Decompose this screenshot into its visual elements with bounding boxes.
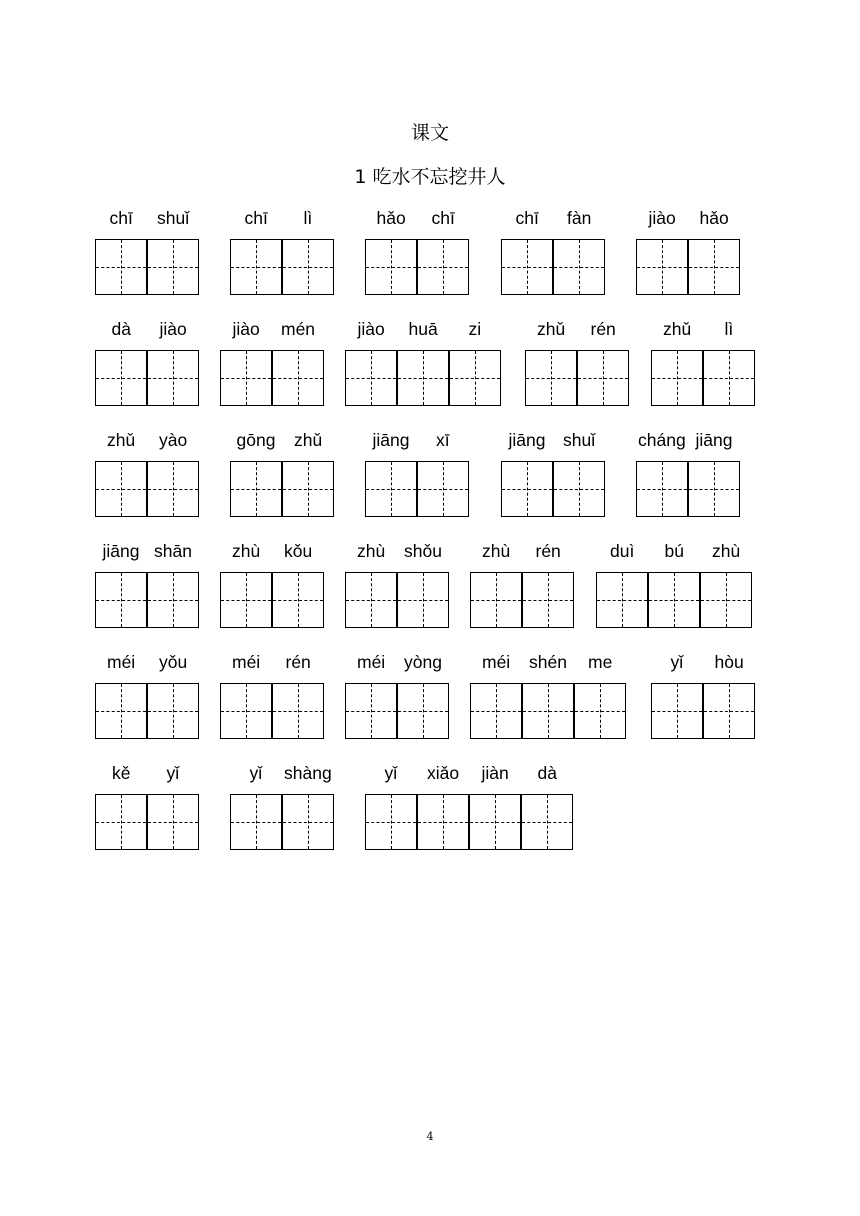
writing-cell[interactable] — [282, 794, 334, 850]
writing-cell[interactable] — [577, 350, 629, 406]
pinyin-syllable: yǐ — [166, 763, 180, 783]
pinyin-syllable: zhǔ — [663, 319, 692, 339]
pinyin-syllable: chī — [109, 208, 133, 228]
pinyin-syllable: zhù — [482, 541, 511, 561]
pinyin-syllable: jiào — [159, 319, 187, 339]
writing-cell[interactable] — [95, 794, 147, 850]
pinyin-syllable: xī — [436, 430, 450, 450]
pinyin-syllable: méi — [482, 652, 511, 672]
writing-cell[interactable] — [651, 350, 703, 406]
writing-cell[interactable] — [365, 794, 417, 850]
pinyin-syllable: duì — [610, 541, 635, 561]
pinyin-syllable: chī — [515, 208, 539, 228]
writing-cell[interactable] — [345, 350, 397, 406]
pinyin-syllable: dà — [111, 319, 131, 339]
writing-cell[interactable] — [470, 572, 522, 628]
writing-cell[interactable] — [220, 683, 272, 739]
pinyin-syllable: zhù — [357, 541, 386, 561]
writing-cell[interactable] — [282, 239, 334, 295]
lesson-title: 1 吃水不忘挖井人 — [354, 166, 506, 188]
writing-cell[interactable] — [397, 350, 449, 406]
writing-cell[interactable] — [522, 572, 574, 628]
writing-cell[interactable] — [700, 572, 752, 628]
pinyin-syllable: rén — [285, 652, 311, 672]
writing-cell[interactable] — [147, 794, 199, 850]
writing-cell[interactable] — [553, 239, 605, 295]
pinyin-syllable: zhǔ — [294, 430, 323, 450]
pinyin-syllable: chī — [431, 208, 455, 228]
pinyin-syllable: yòng — [404, 652, 442, 672]
writing-cell[interactable] — [596, 572, 648, 628]
writing-cell[interactable] — [95, 683, 147, 739]
pinyin-syllable: hǎo — [376, 208, 406, 228]
pinyin-syllable: jiāng — [372, 430, 410, 450]
pinyin-syllable: zhǔ — [107, 430, 136, 450]
writing-cell[interactable] — [345, 683, 397, 739]
writing-cell[interactable] — [365, 239, 417, 295]
writing-cell[interactable] — [95, 461, 147, 517]
pinyin-syllable: shàng — [284, 763, 332, 783]
writing-cell[interactable] — [220, 572, 272, 628]
writing-cell[interactable] — [688, 461, 740, 517]
pinyin-syllable: jiāng — [695, 430, 733, 450]
writing-cell[interactable] — [449, 350, 501, 406]
writing-cell[interactable] — [272, 350, 324, 406]
writing-cell[interactable] — [636, 461, 688, 517]
section-title: 课文 — [410, 122, 449, 144]
writing-cell[interactable] — [417, 461, 469, 517]
pinyin-syllable: rén — [590, 319, 616, 339]
pinyin-syllable: jiāng — [102, 541, 140, 561]
writing-cell[interactable] — [147, 350, 199, 406]
writing-cell[interactable] — [501, 239, 553, 295]
writing-cell[interactable] — [688, 239, 740, 295]
writing-cell[interactable] — [147, 461, 199, 517]
pinyin-syllable: lì — [303, 208, 313, 228]
writing-cell[interactable] — [417, 239, 469, 295]
pinyin-syllable: fàn — [567, 208, 592, 228]
pinyin-syllable: zi — [468, 319, 482, 339]
writing-cell[interactable] — [470, 683, 522, 739]
pinyin-syllable: jiào — [357, 319, 385, 339]
pinyin-syllable: zhù — [712, 541, 741, 561]
writing-cell[interactable] — [230, 461, 282, 517]
pinyin-syllable: chī — [244, 208, 268, 228]
pinyin-syllable: yào — [159, 430, 188, 450]
writing-cell[interactable] — [345, 572, 397, 628]
pinyin-syllable: shuǐ — [157, 208, 190, 228]
pinyin-syllable: jiào — [648, 208, 676, 228]
writing-cell[interactable] — [522, 683, 574, 739]
pinyin-syllable: shén — [529, 652, 567, 672]
writing-cell[interactable] — [521, 794, 573, 850]
pinyin-syllable: hǎo — [699, 208, 729, 228]
writing-cell[interactable] — [501, 461, 553, 517]
writing-cell[interactable] — [230, 239, 282, 295]
pinyin-syllable: yǐ — [384, 763, 398, 783]
writing-cell[interactable] — [272, 572, 324, 628]
pinyin-syllable: huā — [408, 319, 438, 339]
writing-cell[interactable] — [397, 683, 449, 739]
pinyin-syllable: lì — [724, 319, 734, 339]
writing-cell[interactable] — [365, 461, 417, 517]
pinyin-syllable: bú — [664, 541, 684, 561]
pinyin-syllable: hòu — [714, 652, 744, 672]
writing-cell[interactable] — [651, 683, 703, 739]
pinyin-syllable: shān — [154, 541, 192, 561]
writing-cell[interactable] — [636, 239, 688, 295]
writing-cell[interactable] — [417, 794, 469, 850]
pinyin-syllable: méi — [232, 652, 261, 672]
writing-cell[interactable] — [95, 572, 147, 628]
writing-cell[interactable] — [703, 683, 755, 739]
pinyin-syllable: yǒu — [159, 652, 188, 672]
writing-cell[interactable] — [147, 683, 199, 739]
writing-cell[interactable] — [553, 461, 605, 517]
page-number: 4 — [426, 1130, 434, 1143]
pinyin-syllable: dà — [537, 763, 557, 783]
writing-cell[interactable] — [703, 350, 755, 406]
writing-cell[interactable] — [525, 350, 577, 406]
pinyin-syllable: mén — [281, 319, 316, 339]
writing-cell[interactable] — [469, 794, 521, 850]
pinyin-syllable: jiāng — [508, 430, 546, 450]
pinyin-syllable: kǒu — [284, 541, 313, 561]
writing-cell[interactable] — [147, 239, 199, 295]
pinyin-syllable: zhǔ — [537, 319, 566, 339]
pinyin-syllable: me — [588, 652, 613, 672]
pinyin-syllable: rén — [535, 541, 561, 561]
pinyin-syllable: zhù — [232, 541, 261, 561]
pinyin-syllable: shuǐ — [563, 430, 596, 450]
writing-cell[interactable] — [282, 461, 334, 517]
writing-cell[interactable] — [95, 350, 147, 406]
writing-cell[interactable] — [220, 350, 272, 406]
pinyin-syllable: gōng — [236, 430, 276, 450]
writing-cell[interactable] — [230, 794, 282, 850]
pinyin-syllable: kě — [112, 763, 131, 783]
writing-cell[interactable] — [648, 572, 700, 628]
pinyin-syllable: shǒu — [404, 541, 442, 561]
pinyin-syllable: yǐ — [249, 763, 263, 783]
pinyin-syllable: méi — [107, 652, 136, 672]
pinyin-syllable: yǐ — [670, 652, 684, 672]
writing-cell[interactable] — [397, 572, 449, 628]
pinyin-syllable: xiǎo — [427, 763, 460, 783]
pinyin-syllable: méi — [357, 652, 386, 672]
writing-cell[interactable] — [95, 239, 147, 295]
pinyin-syllable: jiàn — [481, 763, 509, 783]
writing-cell[interactable] — [574, 683, 626, 739]
writing-cell[interactable] — [272, 683, 324, 739]
pinyin-syllable: cháng — [638, 430, 686, 450]
writing-cell[interactable] — [147, 572, 199, 628]
pinyin-syllable: jiào — [232, 319, 260, 339]
